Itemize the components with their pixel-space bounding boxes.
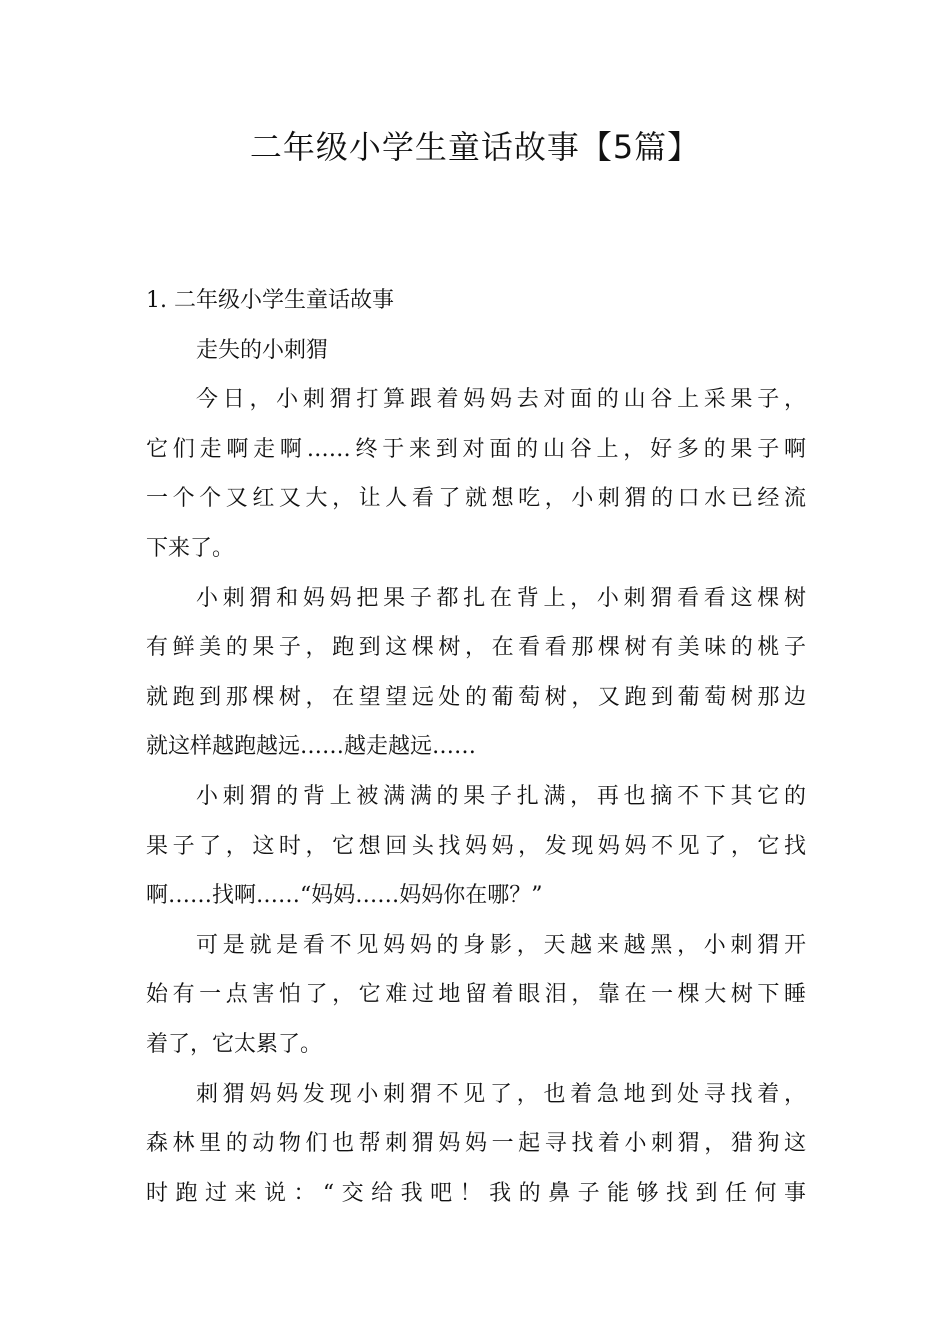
paragraph-line: 小刺猬和妈妈把果子都扎在背上，小刺猬看看这棵树 <box>196 585 806 611</box>
paragraph-line: 就跑到那棵树，在望望远处的葡萄树，又跑到葡萄树那边 <box>146 684 806 710</box>
paragraph-line: 有鲜美的果子，跑到这棵树，在看看那棵树有美味的桃子 <box>146 635 806 661</box>
paragraph-line: 果子了，这时，它想回头找妈妈，发现妈妈不见了，它找 <box>146 833 806 859</box>
document-title: 二年级小学生童话故事【5篇】 <box>249 128 701 166</box>
paragraph-line: 它们走啊走啊……终于来到对面的山谷上，好多的果子啊 <box>146 436 806 462</box>
paragraph-line: 森林里的动物们也帮刺猬妈妈一起寻找着小刺猬，猎狗这 <box>146 1131 806 1157</box>
paragraph-1 <box>146 375 806 573</box>
paragraph-line: 始有一点害怕了，它难过地留着眼泪，靠在一棵大树下睡 <box>146 982 806 1008</box>
paragraph-line: 下来了。 <box>146 535 235 561</box>
document-body <box>146 276 806 1218</box>
paragraph-line: 可是就是看不见妈妈的身影，天越来越黑，小刺猬开 <box>196 932 806 958</box>
paragraph-2 <box>146 574 806 772</box>
paragraph-3 <box>146 772 806 921</box>
paragraph-line: 时跑过来说：“交给我吧！我的鼻子能够找到任何事 <box>146 1180 806 1206</box>
paragraph-line: 小刺猬的背上被满满的果子扎满，再也摘不下其它的 <box>196 783 806 809</box>
paragraph-line: 刺猬妈妈发现小刺猬不见了，也着急地到处寻找着， <box>196 1081 806 1107</box>
paragraph-line: 着了，它太累了。 <box>146 1031 323 1057</box>
paragraph-line: 一个个又红又大，让人看了就想吃，小刺猬的口水已经流 <box>146 486 806 512</box>
paragraph-line: 今日，小刺猬打算跟着妈妈去对面的山谷上采果子， <box>196 387 806 413</box>
section-heading: 1. 二年级小学生童话故事 <box>146 288 394 313</box>
paragraph-line: 就这样越跑越远……越走越远…… <box>146 734 477 760</box>
paragraph-4 <box>146 921 806 1070</box>
paragraph-5 <box>146 1070 806 1219</box>
paragraph-line: 啊……找啊……“妈妈……妈妈你在哪？” <box>146 883 543 909</box>
story-title: 走失的小刺猬 <box>196 337 329 363</box>
